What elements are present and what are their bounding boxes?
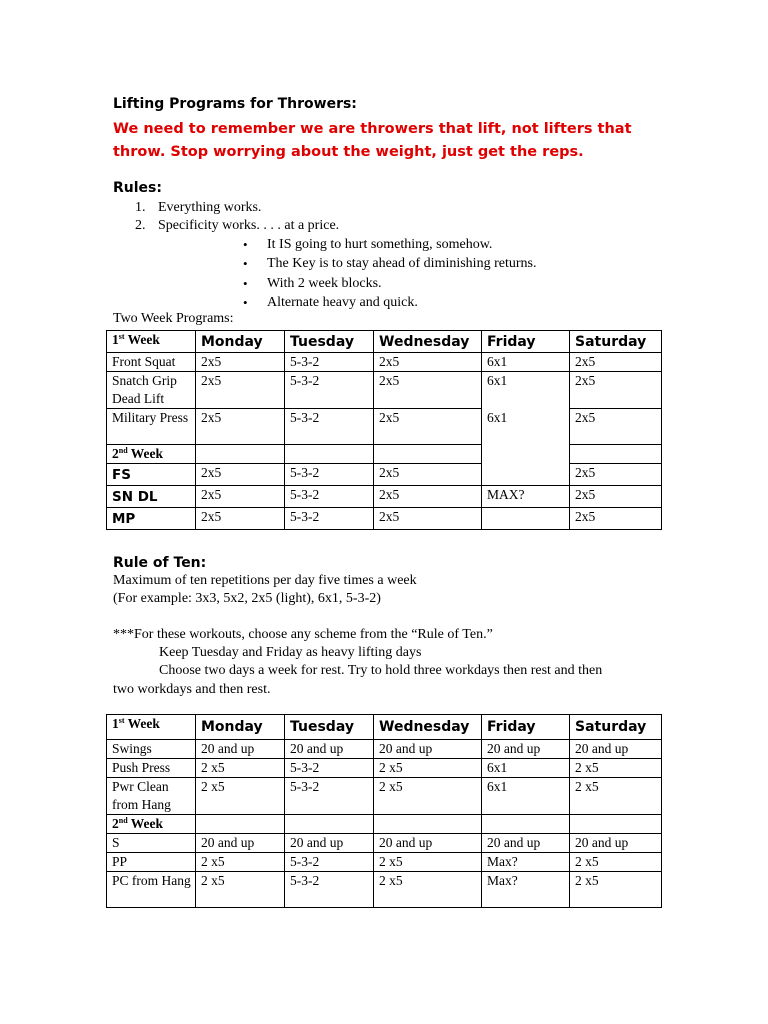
table-cell: 5-3-2 (285, 353, 374, 372)
table-cell (196, 445, 285, 464)
rule-item: 1. Everything works. (135, 200, 262, 215)
table-week-row (107, 815, 662, 834)
table-row (107, 486, 662, 508)
table-cell: 5-3-2 (285, 778, 374, 815)
table-cell: Max? (482, 872, 570, 908)
table-cell (196, 815, 285, 834)
table-cell: 2x5 (570, 486, 662, 508)
rule-bullets (243, 235, 536, 312)
table-row (107, 353, 662, 372)
table-cell: 5-3-2 (285, 372, 374, 409)
table-row (107, 778, 662, 815)
table-cell: 2 x5 (196, 872, 285, 908)
table-cell: 2x5 (374, 372, 482, 409)
rest-note-continued: two workdays and then rest. (113, 682, 271, 697)
table-cell: 6x1 (482, 759, 570, 778)
exercise-name: FS (107, 464, 196, 486)
table-cell: 2 x5 (570, 853, 662, 872)
table-cell: 5-3-2 (285, 486, 374, 508)
table-row (107, 508, 662, 530)
table-cell: Max? (482, 853, 570, 872)
day-header: Saturday (570, 331, 662, 353)
day-header: Saturday (570, 715, 662, 740)
two-week-program-table (106, 330, 662, 530)
table-cell: 2x5 (196, 508, 285, 530)
table-cell: 6x1 (482, 372, 570, 409)
bullet-item: • With 2 week blocks. (243, 274, 536, 293)
table-cell: 5-3-2 (285, 464, 374, 486)
table-row (107, 372, 662, 409)
table-row (107, 834, 662, 853)
table-cell: 20 and up (482, 740, 570, 759)
table-cell: 20 and up (374, 740, 482, 759)
table-cell (570, 445, 662, 464)
exercise-name: PP (107, 853, 196, 872)
table-cell: 20 and up (482, 834, 570, 853)
table-cell: 2x5 (374, 464, 482, 486)
table-row (107, 464, 662, 486)
table-cell: 2x5 (196, 353, 285, 372)
table-cell: 2 x5 (570, 872, 662, 908)
table-cell (374, 445, 482, 464)
table-cell: 5-3-2 (285, 853, 374, 872)
rules-heading: Rules: (113, 180, 162, 196)
table-cell (482, 445, 570, 464)
keep-note: Keep Tuesday and Friday as heavy lifting days (159, 645, 422, 660)
table-row (107, 872, 662, 908)
table1-caption: Two Week Programs: (113, 311, 234, 326)
table-cell: 2 x5 (570, 778, 662, 815)
workouts-note: ***For these workouts, choose any scheme from the “Rule of Ten.” (113, 627, 493, 642)
table-cell: 2 x5 (374, 872, 482, 908)
table-cell: 20 and up (570, 740, 662, 759)
table-cell: 5-3-2 (285, 872, 374, 908)
table-cell: 2x5 (374, 508, 482, 530)
exercise-name: PC from Hang (107, 872, 196, 908)
day-header: Friday (482, 715, 570, 740)
table-cell (285, 815, 374, 834)
table-week-row (107, 445, 662, 464)
table-cell: 5-3-2 (285, 759, 374, 778)
table-header-row (107, 331, 662, 353)
bullet-item: • It IS going to hurt something, somehow. (243, 235, 536, 254)
table-row (107, 853, 662, 872)
table-cell (374, 815, 482, 834)
rule-of-ten-line: (For example: 3x3, 5x2, 2x5 (light), 6x1, 5-3-2) (113, 591, 381, 606)
rule-of-ten-table (106, 714, 662, 908)
exercise-name: SN DL (107, 486, 196, 508)
table-cell: 2x5 (196, 372, 285, 409)
table-cell: 5-3-2 (285, 409, 374, 445)
table-cell: 6x1 (482, 353, 570, 372)
day-header: Tuesday (285, 331, 374, 353)
week1-label: 1st Week (107, 715, 196, 740)
day-header: Monday (196, 331, 285, 353)
exercise-name: Swings (107, 740, 196, 759)
table-cell: 20 and up (196, 834, 285, 853)
table-cell: 2 x5 (374, 853, 482, 872)
table-cell: 6x1 (482, 778, 570, 815)
rule-item: 2. Specificity works. . . . at a price. (135, 218, 340, 233)
table-cell (482, 815, 570, 834)
exercise-name: Push Press (107, 759, 196, 778)
bullet-item: • The Key is to stay ahead of diminishing returns. (243, 254, 536, 273)
exercise-name: MP (107, 508, 196, 530)
table-cell: 2 x5 (374, 759, 482, 778)
table-cell: 2x5 (570, 464, 662, 486)
day-header: Wednesday (374, 715, 482, 740)
table-cell (285, 445, 374, 464)
table-cell: 2x5 (196, 464, 285, 486)
exercise-name: Military Press (107, 409, 196, 445)
table-row (107, 409, 662, 445)
rules-list (135, 199, 339, 235)
table-cell: 2x5 (196, 486, 285, 508)
table-cell: 2 x5 (196, 759, 285, 778)
exercise-name: Snatch Grip Dead Lift (107, 372, 196, 409)
table-row (107, 759, 662, 778)
table-cell: 2x5 (374, 353, 482, 372)
bullet-item: • Alternate heavy and quick. (243, 293, 536, 312)
day-header: Friday (482, 331, 570, 353)
rule-of-ten-heading: Rule of Ten: (113, 555, 207, 571)
table-cell: 20 and up (285, 834, 374, 853)
day-header: Wednesday (374, 331, 482, 353)
table-cell (482, 464, 570, 486)
table-cell: MAX? (482, 486, 570, 508)
table-row (107, 740, 662, 759)
table-cell: 2 x5 (570, 759, 662, 778)
table-cell (482, 508, 570, 530)
day-header: Monday (196, 715, 285, 740)
table-cell: 2x5 (570, 409, 662, 445)
exercise-name: Pwr Clean from Hang (107, 778, 196, 815)
table-header-row (107, 715, 662, 740)
day-header: Tuesday (285, 715, 374, 740)
table-cell: 20 and up (570, 834, 662, 853)
table-cell: 20 and up (374, 834, 482, 853)
exercise-name: S (107, 834, 196, 853)
table-cell: 5-3-2 (285, 508, 374, 530)
week1-label: 1st Week (107, 331, 196, 353)
week2-label: 2nd Week (107, 445, 196, 464)
week2-label: 2nd Week (107, 815, 196, 834)
table-cell: 2 x5 (374, 778, 482, 815)
table-cell: 2x5 (570, 372, 662, 409)
table-cell: 20 and up (196, 740, 285, 759)
table-cell: 2x5 (570, 353, 662, 372)
table-cell: 2 x5 (196, 853, 285, 872)
table-cell: 2x5 (196, 409, 285, 445)
table-cell: 2x5 (570, 508, 662, 530)
exercise-name: Front Squat (107, 353, 196, 372)
table-cell (570, 815, 662, 834)
table-cell: 2x5 (374, 409, 482, 445)
rule-of-ten-line: Maximum of ten repetitions per day five times a week (113, 573, 417, 588)
document-title: Lifting Programs for Throwers: (113, 96, 357, 112)
table-cell: 2 x5 (196, 778, 285, 815)
table-cell: 6x1 (482, 409, 570, 445)
warning-text: We need to remember we are throwers that lift, not lifters that throw. Stop worrying about the weight, just get the reps. (113, 121, 632, 160)
table-cell: 20 and up (285, 740, 374, 759)
table-cell: 2x5 (374, 486, 482, 508)
rest-note: Choose two days a week for rest. Try to hold three workdays then rest and then (159, 663, 603, 678)
